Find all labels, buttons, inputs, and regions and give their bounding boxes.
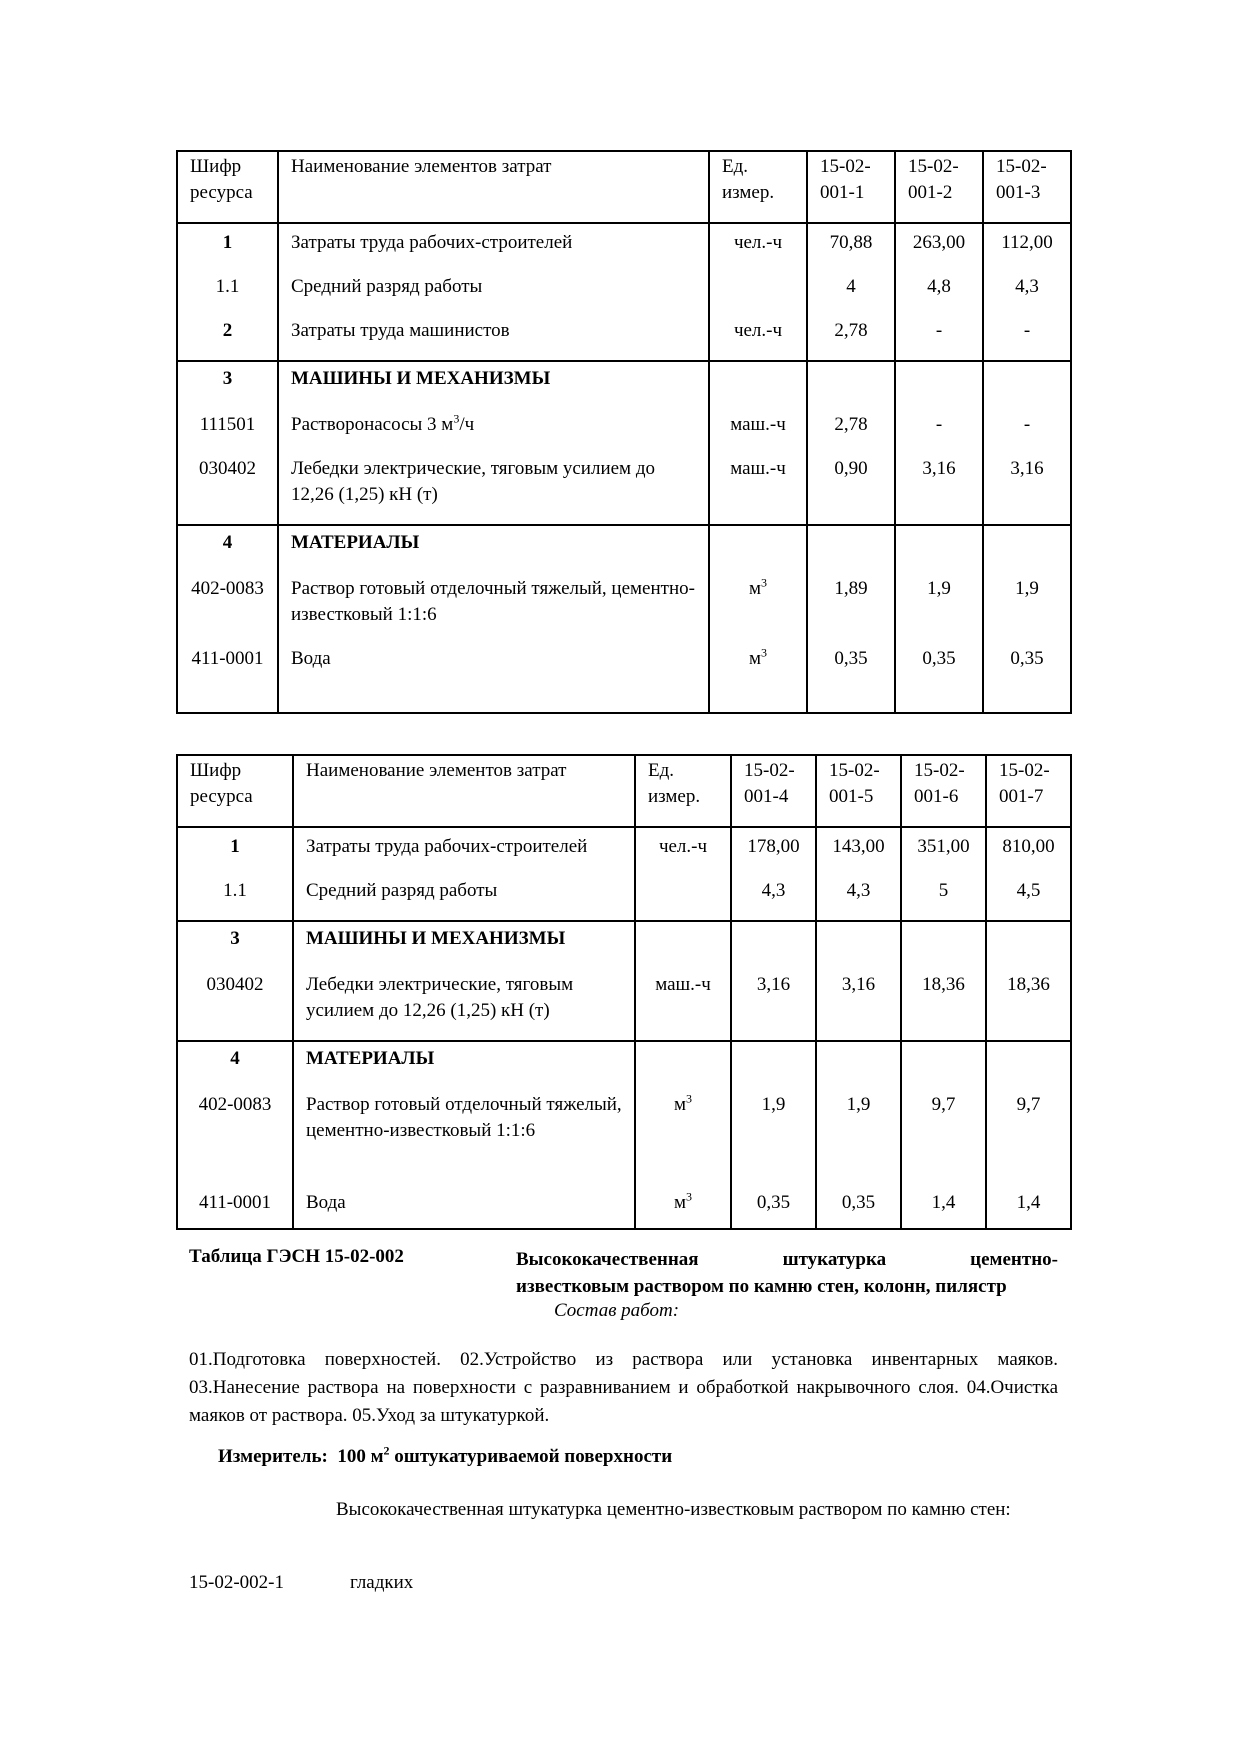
row-name: Затраты труда рабочих-строителей xyxy=(293,827,635,872)
row-name: Средний разряд работы xyxy=(278,268,709,312)
row-value: 4,5 xyxy=(986,872,1071,921)
measure-value: 100 $м^2$ xyxy=(337,1443,390,1467)
title-word: Высококачественная xyxy=(516,1249,699,1270)
section-title: МАТЕРИАЛЫ xyxy=(293,1041,635,1086)
section-row xyxy=(177,361,1071,406)
row-value: 263,00 xyxy=(895,223,983,268)
table-row xyxy=(177,1184,1071,1229)
row-unit: чел.-ч xyxy=(635,827,731,872)
table-row xyxy=(177,406,1071,450)
row-code: 111501 xyxy=(177,406,278,450)
measure-line xyxy=(218,1443,673,1468)
section-row xyxy=(177,1041,1071,1086)
section-code: 3 xyxy=(177,921,293,966)
row-name: Растворонасосы 3 $м^3/ч$ xyxy=(278,406,709,450)
row-value: 1,89 xyxy=(807,570,895,640)
header-name: Наименование элементов затрат xyxy=(293,755,635,827)
row-value: 1,4 xyxy=(901,1184,986,1229)
row-name: Затраты труда машинистов xyxy=(278,312,709,361)
table-header-row xyxy=(177,755,1071,827)
row-unit: чел.-ч xyxy=(709,312,807,361)
row-code: 2 xyxy=(177,312,278,361)
row-name: Средний разряд работы xyxy=(293,872,635,921)
row-unit: $м^3$ xyxy=(635,1086,731,1184)
row-name: Раствор готовый отделочный тяжелый, цементно-известковый 1:1:6 xyxy=(293,1086,635,1184)
section-title: МАШИНЫ И МЕХАНИЗМЫ xyxy=(278,361,709,406)
table-row xyxy=(177,450,1071,525)
row-code: 030402 xyxy=(177,450,278,525)
title-word: штукатурка xyxy=(782,1249,887,1270)
norm-code: 15-02-002-1 xyxy=(189,1572,284,1593)
row-value: 112,00 xyxy=(983,223,1071,268)
table-header-row xyxy=(177,151,1071,223)
row-value: 3,16 xyxy=(895,450,983,525)
row-value: 3,16 xyxy=(983,450,1071,525)
header-col: 15-02-001-2 xyxy=(895,151,983,223)
row-value: 70,88 xyxy=(807,223,895,268)
section-title xyxy=(516,1246,1058,1300)
row-value: 0,35 xyxy=(895,640,983,713)
row-code: 1 xyxy=(177,223,278,268)
row-unit: $м^3$ xyxy=(635,1184,731,1229)
section-row xyxy=(177,921,1071,966)
row-value: 4,3 xyxy=(731,872,816,921)
row-value: 18,36 xyxy=(901,966,986,1041)
section-code: 4 xyxy=(177,525,278,570)
row-value: - xyxy=(983,312,1071,361)
row-value: 5 xyxy=(901,872,986,921)
row-value: 4,8 xyxy=(895,268,983,312)
row-value: - xyxy=(895,312,983,361)
row-value: - xyxy=(983,406,1071,450)
row-unit: $м^3$ xyxy=(709,640,807,713)
row-unit: $м^3$ xyxy=(709,570,807,640)
header-col: 15-02-001-6 xyxy=(901,755,986,827)
row-value: 178,00 xyxy=(731,827,816,872)
row-name: Лебедки электрические, тяговым усилием до 12,26 (1,25) кН (т) xyxy=(278,450,709,525)
row-value: 3,16 xyxy=(816,966,901,1041)
row-value: 1,9 xyxy=(816,1086,901,1184)
row-value: 4,3 xyxy=(816,872,901,921)
composition-label: Состав работ: xyxy=(554,1300,680,1321)
table-row xyxy=(177,827,1071,872)
row-name: Затраты труда рабочих-строителей xyxy=(278,223,709,268)
header-col: 15-02-001-4 xyxy=(731,755,816,827)
table-row xyxy=(177,872,1071,921)
section-code: 4 xyxy=(177,1041,293,1086)
work-composition-text: 01.Подготовка поверхностей. 02.Устройство из раствора или установка инвентарных маяков. 03.Нанесение раствора на поверхности с разравниванием и обработкой накрывочного слоя. 04.Очистка маяков от раствора. 05.Уход за штукатуркой. xyxy=(189,1349,1058,1426)
row-value: 0,35 xyxy=(983,640,1071,713)
header-col: 15-02-001-1 xyxy=(807,151,895,223)
measure-suffix: оштукатуриваемой поверхности xyxy=(394,1446,673,1467)
resource-table-1 xyxy=(176,150,1072,714)
row-value: 1,4 xyxy=(986,1184,1071,1229)
header-code: Шифр ресурса xyxy=(177,755,293,827)
table-row xyxy=(177,268,1071,312)
row-value: 810,00 xyxy=(986,827,1071,872)
row-unit xyxy=(709,268,807,312)
header-unit: Ед. измер. xyxy=(635,755,731,827)
row-value: 2,78 xyxy=(807,312,895,361)
header-col: 15-02-001-7 xyxy=(986,755,1071,827)
row-value: 0,35 xyxy=(731,1184,816,1229)
norm-description: Высококачественная штукатурка цементно-известковым раствором по камню стен: xyxy=(336,1499,1011,1520)
table-row xyxy=(177,966,1071,1041)
row-value: 3,16 xyxy=(731,966,816,1041)
row-unit: маш.-ч xyxy=(709,406,807,450)
row-code: 402-0083 xyxy=(177,1086,293,1184)
header-name: Наименование элементов затрат xyxy=(278,151,709,223)
row-value: 143,00 xyxy=(816,827,901,872)
row-code: 1 xyxy=(177,827,293,872)
table-row xyxy=(177,223,1071,268)
row-code: 1.1 xyxy=(177,872,293,921)
resource-table-2 xyxy=(176,754,1072,1230)
header-col: 15-02-001-3 xyxy=(983,151,1071,223)
row-value: 9,7 xyxy=(901,1086,986,1184)
row-value: 1,9 xyxy=(983,570,1071,640)
row-value: 0,90 xyxy=(807,450,895,525)
row-value: 351,00 xyxy=(901,827,986,872)
row-code: 1.1 xyxy=(177,268,278,312)
table-row xyxy=(177,640,1071,713)
row-name: Вода xyxy=(293,1184,635,1229)
row-unit: маш.-ч xyxy=(709,450,807,525)
section-code: 3 xyxy=(177,361,278,406)
header-col: 15-02-001-5 xyxy=(816,755,901,827)
row-code: 402-0083 xyxy=(177,570,278,640)
row-value: 18,36 xyxy=(986,966,1071,1041)
row-value: 0,35 xyxy=(807,640,895,713)
section-row xyxy=(177,525,1071,570)
measure-label: Измеритель: xyxy=(218,1446,328,1467)
table-row xyxy=(177,1086,1071,1184)
row-name: Вода xyxy=(278,640,709,713)
row-name: Лебедки электрические, тяговым усилием до 12,26 (1,25) кН (т) xyxy=(293,966,635,1041)
row-code: 030402 xyxy=(177,966,293,1041)
row-value: 4 xyxy=(807,268,895,312)
row-name: Раствор готовый отделочный тяжелый, цементно-известковый 1:1:6 xyxy=(278,570,709,640)
row-code: 411-0001 xyxy=(177,640,278,713)
title-word: цементно- xyxy=(970,1249,1058,1270)
section-title: МАШИНЫ И МЕХАНИЗМЫ xyxy=(293,921,635,966)
table-row xyxy=(177,570,1071,640)
row-value: 4,3 xyxy=(983,268,1071,312)
norm-code-label: гладких xyxy=(350,1572,414,1593)
table-label: Таблица ГЭСН 15-02-002 xyxy=(189,1246,404,1267)
row-unit xyxy=(635,872,731,921)
row-value: 0,35 xyxy=(816,1184,901,1229)
row-value: 2,78 xyxy=(807,406,895,450)
section-title: МАТЕРИАЛЫ xyxy=(278,525,709,570)
table-row xyxy=(177,312,1071,361)
row-value: 9,7 xyxy=(986,1086,1071,1184)
header-code: Шифр ресурса xyxy=(177,151,278,223)
row-unit: чел.-ч xyxy=(709,223,807,268)
row-value: - xyxy=(895,406,983,450)
row-code: 411-0001 xyxy=(177,1184,293,1229)
header-unit: Ед. измер. xyxy=(709,151,807,223)
row-value: 1,9 xyxy=(731,1086,816,1184)
row-unit: маш.-ч xyxy=(635,966,731,1041)
row-value: 1,9 xyxy=(895,570,983,640)
title-line-2: известковым раствором по камню стен, колонн, пилястр xyxy=(516,1276,1007,1297)
